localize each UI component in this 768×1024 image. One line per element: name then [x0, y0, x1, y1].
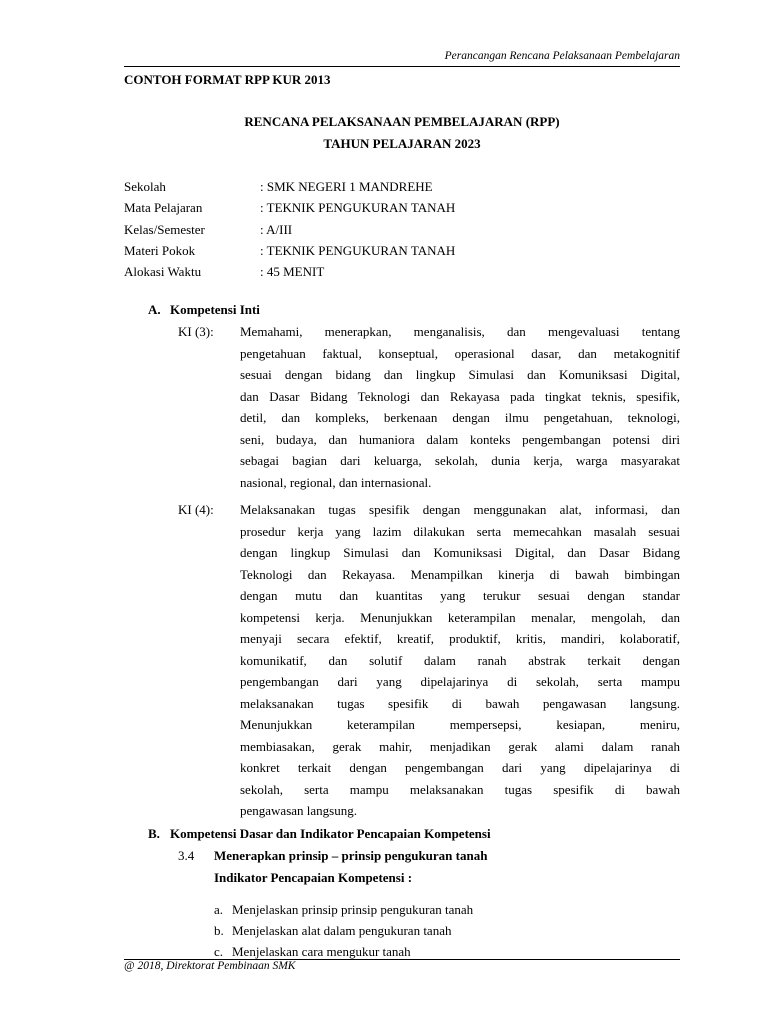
- paragraph-line: kompetensi kerja. Menunjukkan keterampilan menalar, mengolah, dan: [240, 609, 680, 625]
- identity-row-subject: [124, 197, 455, 218]
- paragraph-line: seni, budaya, dan humaniora dalam konteks pengembangan potensi diri: [240, 431, 680, 447]
- ki4-paragraph: [240, 499, 680, 822]
- list-item-text: Menjelaskan alat dalam pengukuran tanah: [232, 923, 452, 938]
- identity-table: [124, 176, 455, 282]
- ki4-label: KI (4):: [178, 502, 214, 517]
- paragraph-line: pengembangan dari yang dipelajarinya di sekolah, serta mampu: [240, 674, 680, 689]
- paragraph-line: Memahami, menerapkan, menganalisis, dan mengevaluasi tentang: [240, 324, 680, 339]
- section-letter: B.: [148, 826, 160, 841]
- identity-value: : TEKNIK PENGUKURAN TANAH: [260, 242, 456, 258]
- paragraph-line: Melaksanakan tugas spesifik dengan menggunakan alat, informasi, dan: [240, 502, 680, 517]
- paragraph-line: pengawasan langsung.: [240, 803, 357, 818]
- document-title: RENCANA PELAKSANAAN PEMBELAJARAN (RPP): [244, 114, 560, 129]
- footer-text: @ 2018, Direktorat Pembinaan SMK: [124, 960, 296, 972]
- paragraph-line: sebagai bagian dari keluarga, sekolah, dunia kerja, warga masyarakat: [240, 453, 680, 468]
- paragraph-line: komunikatif, dan solutif dalam ranah abstrak terkait dengan: [240, 652, 680, 668]
- identity-row-topic: [124, 240, 455, 261]
- paragraph-line: pengetahuan faktual, konseptual, operasional dasar, dan metakognitif: [240, 345, 680, 361]
- indicator-heading: Indikator Pencapaian Kompetensi :: [214, 870, 413, 885]
- list-item-letter: b.: [214, 923, 224, 938]
- section-title: Kompetensi Inti: [170, 302, 260, 317]
- section-a-heading: [148, 302, 260, 318]
- indicator-list: [214, 899, 473, 962]
- list-item: [214, 920, 473, 941]
- paragraph-line: Teknologi dan Rekayasa. Menampilkan kinerja di bawah bimbingan: [240, 566, 680, 582]
- identity-key: Materi Pokok: [124, 242, 196, 258]
- paragraph-line: melaksanakan tugas spesifik di bawah pengawasan langsung.: [240, 695, 680, 711]
- running-header: [124, 48, 680, 67]
- paragraph-line: dengan lingkup Simulasi dan Komuniksasi Digital, dan Dasar Bidang: [240, 545, 680, 560]
- identity-key: Kelas/Semester: [124, 221, 205, 237]
- document-subtitle: TAHUN PELAJARAN 2023: [323, 136, 481, 151]
- paragraph-line: membiasakan, gerak mahir, menjadikan gerak alami dalam ranah: [240, 738, 680, 754]
- identity-value: : A/III: [260, 221, 293, 237]
- paragraph-line: dengan mutu dan kuantitas yang terukur sesuai dengan standar: [240, 588, 680, 603]
- list-item-text: Menjelaskan cara mengukur tanah: [232, 944, 411, 959]
- paragraph-line: Menunjukkan keterampilan mempersepsi, kesiapan, meniru,: [240, 717, 680, 732]
- identity-key: Sekolah: [124, 179, 166, 194]
- identity-row-school: [124, 176, 455, 197]
- list-item-text: Menjelaskan prinsip prinsip pengukuran tanah: [232, 902, 474, 917]
- kd-title: Menerapkan prinsip – prinsip pengukuran tanah: [214, 848, 488, 863]
- list-item: [214, 899, 473, 920]
- identity-value: : TEKNIK PENGUKURAN TANAH: [260, 200, 456, 216]
- kd-number: 3.4: [178, 848, 195, 863]
- identity-value: : SMK NEGERI 1 MANDREHE: [260, 179, 433, 194]
- ki3-paragraph: [240, 321, 680, 493]
- paragraph-line: sekolah, serta mampu melaksanakan tugas spesifik di bawah: [240, 781, 680, 797]
- section-title: Kompetensi Dasar dan Indikator Pencapaian Kompetensi: [170, 826, 491, 841]
- list-item-letter: a.: [214, 902, 224, 917]
- paragraph-line: dan Dasar Bidang Teknologi dan Rekayasa pada tingkat teknis, spesifik,: [240, 388, 680, 404]
- identity-key: Mata Pelajaran: [124, 200, 203, 216]
- identity-row-time: [124, 261, 455, 282]
- section-letter: A.: [148, 302, 161, 317]
- paragraph-line: detil, dan kompleks, berkenaan dengan ilmu pengetahuan, teknologi,: [240, 410, 680, 425]
- paragraph-line: konkret terkait dengan pengembangan dari yang dipelajarinya di: [240, 760, 680, 775]
- list-item-letter: c.: [214, 944, 224, 959]
- paragraph-line: prosedur kerja yang lazim dilakukan serta memecahkan masalah sesuai: [240, 523, 680, 539]
- paragraph-line: nasional, regional, dan internasional.: [240, 474, 432, 490]
- paragraph-line: menyaji secara efektif, kreatif, produktif, kritis, mandiri, kolaboratif,: [240, 631, 680, 646]
- identity-row-class: [124, 219, 455, 240]
- paragraph-line: sesuai dengan bidang dan lingkup Simulasi dan Komuniksasi Digital,: [240, 367, 680, 382]
- section-b-heading: [148, 826, 491, 842]
- identity-value: : 45 MENIT: [260, 264, 325, 280]
- ki3-label: KI (3):: [178, 324, 214, 339]
- document-label: CONTOH FORMAT RPP KUR 2013: [124, 72, 331, 87]
- running-header-title: Perancangan Rencana Pelaksanaan Pembelajaran: [444, 50, 680, 62]
- identity-key: Alokasi Waktu: [124, 264, 202, 280]
